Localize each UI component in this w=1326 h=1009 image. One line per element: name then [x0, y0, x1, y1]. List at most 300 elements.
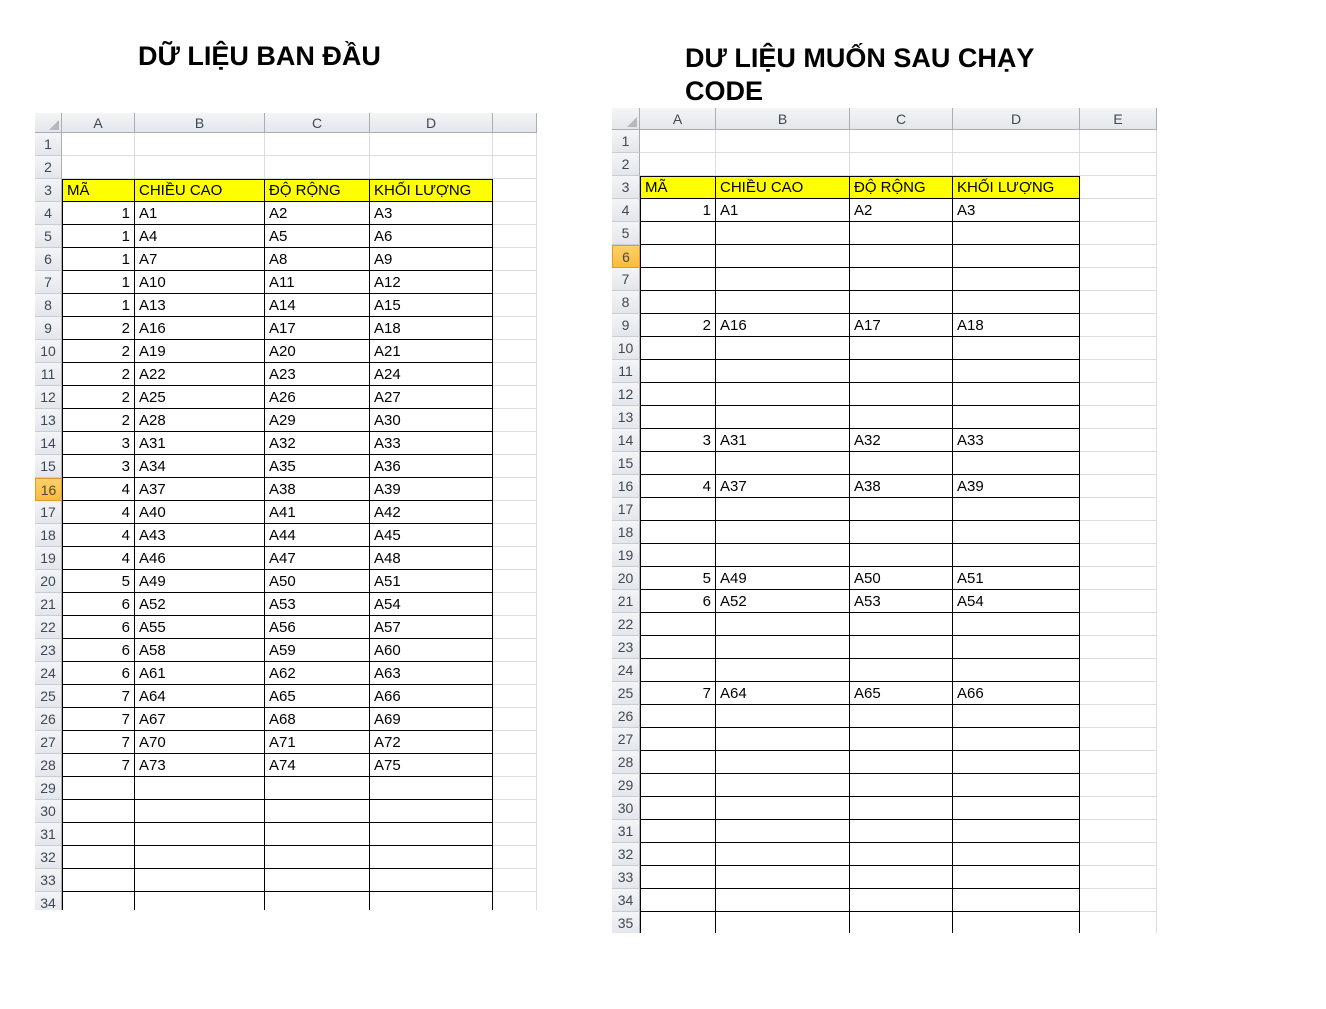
cell-C17[interactable]: A41: [265, 501, 370, 524]
cell-B26[interactable]: [716, 705, 850, 728]
cell-A8[interactable]: 1: [62, 294, 135, 317]
row-header-24[interactable]: 24: [612, 659, 640, 682]
cell-E33[interactable]: [1080, 866, 1157, 889]
row-header-31[interactable]: 31: [612, 820, 640, 843]
cell-B31[interactable]: [716, 820, 850, 843]
cell-E35[interactable]: [1080, 912, 1157, 933]
cell-C30[interactable]: [850, 797, 953, 820]
cell-C9[interactable]: A17: [265, 317, 370, 340]
cell-A35[interactable]: [640, 912, 716, 933]
cell-D28[interactable]: [953, 751, 1080, 774]
row-header-21[interactable]: 21: [35, 593, 62, 616]
cell-B20[interactable]: A49: [135, 570, 265, 593]
row-header-6[interactable]: 6: [35, 248, 62, 271]
column-header-B[interactable]: B: [716, 108, 850, 130]
cell-A26[interactable]: [640, 705, 716, 728]
cell-D3[interactable]: KHỐI LƯỢNG: [953, 176, 1080, 199]
cell-C18[interactable]: [850, 521, 953, 544]
cell-A17[interactable]: 4: [62, 501, 135, 524]
cell-A20[interactable]: 5: [640, 567, 716, 590]
cell-D9[interactable]: A18: [953, 314, 1080, 337]
cell-B15[interactable]: A34: [135, 455, 265, 478]
cell-A15[interactable]: 3: [62, 455, 135, 478]
cell-D22[interactable]: [953, 613, 1080, 636]
cell-D21[interactable]: A54: [370, 593, 493, 616]
cell-D31[interactable]: [953, 820, 1080, 843]
cell-A13[interactable]: [640, 406, 716, 429]
cell-D5[interactable]: [953, 222, 1080, 245]
row-header-27[interactable]: 27: [35, 731, 62, 754]
cell-C14[interactable]: A32: [850, 429, 953, 452]
cell-B4[interactable]: A1: [716, 199, 850, 222]
cell-D35[interactable]: [953, 912, 1080, 933]
cell-D13[interactable]: A30: [370, 409, 493, 432]
row-header-3[interactable]: 3: [612, 176, 640, 199]
row-header-33[interactable]: 33: [612, 866, 640, 889]
cell-C29[interactable]: [850, 774, 953, 797]
cell-D12[interactable]: [953, 383, 1080, 406]
cell-D26[interactable]: A69: [370, 708, 493, 731]
row-header-22[interactable]: 22: [612, 613, 640, 636]
row-header-10[interactable]: 10: [35, 340, 62, 363]
cell-C23[interactable]: A59: [265, 639, 370, 662]
cell-C8[interactable]: [850, 291, 953, 314]
cell-C17[interactable]: [850, 498, 953, 521]
cell-B23[interactable]: [716, 636, 850, 659]
cell-B4[interactable]: A1: [135, 202, 265, 225]
cell-C9[interactable]: A17: [850, 314, 953, 337]
cell-C22[interactable]: [850, 613, 953, 636]
cell-D9[interactable]: A18: [370, 317, 493, 340]
cell-D24[interactable]: A63: [370, 662, 493, 685]
cell-B6[interactable]: [716, 245, 850, 268]
row-header-28[interactable]: 28: [612, 751, 640, 774]
row-header-26[interactable]: 26: [35, 708, 62, 731]
row-header-34[interactable]: 34: [35, 892, 62, 910]
cell-B25[interactable]: A64: [135, 685, 265, 708]
column-header-C[interactable]: C: [850, 108, 953, 130]
cell-B6[interactable]: A7: [135, 248, 265, 271]
row-header-15[interactable]: 15: [612, 452, 640, 475]
cell-partial-34[interactable]: [493, 892, 537, 910]
cell-D15[interactable]: A36: [370, 455, 493, 478]
cell-C12[interactable]: A26: [265, 386, 370, 409]
cell-A22[interactable]: 6: [62, 616, 135, 639]
cell-partial-5[interactable]: [493, 225, 537, 248]
cell-A34[interactable]: [640, 889, 716, 912]
cell-B18[interactable]: A43: [135, 524, 265, 547]
cell-B2[interactable]: [716, 153, 850, 176]
cell-B10[interactable]: [716, 337, 850, 360]
cell-E3[interactable]: [1080, 176, 1157, 199]
cell-E26[interactable]: [1080, 705, 1157, 728]
row-header-3[interactable]: 3: [35, 179, 62, 202]
cell-C23[interactable]: [850, 636, 953, 659]
cell-B34[interactable]: [135, 892, 265, 910]
cell-A3[interactable]: MÃ: [62, 179, 135, 202]
cell-A33[interactable]: [640, 866, 716, 889]
cell-C20[interactable]: A50: [265, 570, 370, 593]
row-header-23[interactable]: 23: [35, 639, 62, 662]
cell-C21[interactable]: A53: [265, 593, 370, 616]
cell-E14[interactable]: [1080, 429, 1157, 452]
cell-A19[interactable]: [640, 544, 716, 567]
cell-C13[interactable]: A29: [265, 409, 370, 432]
row-header-22[interactable]: 22: [35, 616, 62, 639]
cell-D7[interactable]: [953, 268, 1080, 291]
row-header-11[interactable]: 11: [612, 360, 640, 383]
cell-C34[interactable]: [850, 889, 953, 912]
row-header-9[interactable]: 9: [612, 314, 640, 337]
cell-D11[interactable]: A24: [370, 363, 493, 386]
cell-partial-33[interactable]: [493, 869, 537, 892]
cell-B26[interactable]: A67: [135, 708, 265, 731]
cell-C13[interactable]: [850, 406, 953, 429]
row-header-1[interactable]: 1: [612, 130, 640, 153]
cell-A21[interactable]: 6: [62, 593, 135, 616]
cell-partial-8[interactable]: [493, 294, 537, 317]
cell-D22[interactable]: A57: [370, 616, 493, 639]
cell-A31[interactable]: [62, 823, 135, 846]
row-header-14[interactable]: 14: [35, 432, 62, 455]
cell-C33[interactable]: [850, 866, 953, 889]
row-header-18[interactable]: 18: [35, 524, 62, 547]
cell-E20[interactable]: [1080, 567, 1157, 590]
cell-C34[interactable]: [265, 892, 370, 910]
cell-B3[interactable]: CHIỀU CAO: [135, 179, 265, 202]
cell-D10[interactable]: A21: [370, 340, 493, 363]
cell-B25[interactable]: A64: [716, 682, 850, 705]
cell-C15[interactable]: [850, 452, 953, 475]
cell-E29[interactable]: [1080, 774, 1157, 797]
row-header-16[interactable]: 16: [35, 478, 62, 501]
cell-A4[interactable]: 1: [640, 199, 716, 222]
cell-D1[interactable]: [370, 133, 493, 156]
cell-A23[interactable]: [640, 636, 716, 659]
cell-A30[interactable]: [62, 800, 135, 823]
cell-E27[interactable]: [1080, 728, 1157, 751]
row-header-29[interactable]: 29: [35, 777, 62, 800]
cell-C32[interactable]: [850, 843, 953, 866]
row-header-29[interactable]: 29: [612, 774, 640, 797]
row-header-19[interactable]: 19: [35, 547, 62, 570]
cell-C28[interactable]: A74: [265, 754, 370, 777]
cell-D4[interactable]: A3: [370, 202, 493, 225]
row-header-26[interactable]: 26: [612, 705, 640, 728]
cell-A6[interactable]: 1: [62, 248, 135, 271]
cell-D2[interactable]: [953, 153, 1080, 176]
cell-A28[interactable]: 7: [62, 754, 135, 777]
cell-D10[interactable]: [953, 337, 1080, 360]
cell-C21[interactable]: A53: [850, 590, 953, 613]
cell-E28[interactable]: [1080, 751, 1157, 774]
cell-D12[interactable]: A27: [370, 386, 493, 409]
cell-B7[interactable]: [716, 268, 850, 291]
row-header-17[interactable]: 17: [35, 501, 62, 524]
cell-E17[interactable]: [1080, 498, 1157, 521]
cell-B9[interactable]: A16: [716, 314, 850, 337]
cell-partial-4[interactable]: [493, 202, 537, 225]
cell-A8[interactable]: [640, 291, 716, 314]
cell-C28[interactable]: [850, 751, 953, 774]
cell-D15[interactable]: [953, 452, 1080, 475]
cell-partial-32[interactable]: [493, 846, 537, 869]
cell-C25[interactable]: A65: [265, 685, 370, 708]
cell-partial-7[interactable]: [493, 271, 537, 294]
cell-B11[interactable]: [716, 360, 850, 383]
cell-E12[interactable]: [1080, 383, 1157, 406]
cell-C35[interactable]: [850, 912, 953, 933]
cell-partial-21[interactable]: [493, 593, 537, 616]
cell-C8[interactable]: A14: [265, 294, 370, 317]
cell-C16[interactable]: A38: [850, 475, 953, 498]
cell-B29[interactable]: [135, 777, 265, 800]
cell-C1[interactable]: [265, 133, 370, 156]
select-all-corner[interactable]: [612, 108, 640, 130]
cell-E34[interactable]: [1080, 889, 1157, 912]
cell-E1[interactable]: [1080, 130, 1157, 153]
cell-B24[interactable]: [716, 659, 850, 682]
cell-A14[interactable]: 3: [62, 432, 135, 455]
cell-C18[interactable]: A44: [265, 524, 370, 547]
row-header-4[interactable]: 4: [612, 199, 640, 222]
row-header-14[interactable]: 14: [612, 429, 640, 452]
column-header-E[interactable]: E: [1080, 108, 1157, 130]
cell-B8[interactable]: [716, 291, 850, 314]
cell-D23[interactable]: A60: [370, 639, 493, 662]
cell-B17[interactable]: A40: [135, 501, 265, 524]
row-header-5[interactable]: 5: [612, 222, 640, 245]
column-header-D[interactable]: D: [370, 113, 493, 133]
cell-D33[interactable]: [953, 866, 1080, 889]
cell-E19[interactable]: [1080, 544, 1157, 567]
cell-E5[interactable]: [1080, 222, 1157, 245]
cell-C5[interactable]: [850, 222, 953, 245]
cell-A33[interactable]: [62, 869, 135, 892]
column-header-C[interactable]: C: [265, 113, 370, 133]
cell-C24[interactable]: [850, 659, 953, 682]
cell-A27[interactable]: 7: [62, 731, 135, 754]
cell-A6[interactable]: [640, 245, 716, 268]
cell-E30[interactable]: [1080, 797, 1157, 820]
row-header-24[interactable]: 24: [35, 662, 62, 685]
cell-partial-3[interactable]: [493, 179, 537, 202]
cell-C11[interactable]: [850, 360, 953, 383]
cell-D19[interactable]: A48: [370, 547, 493, 570]
cell-partial-25[interactable]: [493, 685, 537, 708]
cell-E22[interactable]: [1080, 613, 1157, 636]
cell-B20[interactable]: A49: [716, 567, 850, 590]
cell-B8[interactable]: A13: [135, 294, 265, 317]
cell-B30[interactable]: [135, 800, 265, 823]
cell-B18[interactable]: [716, 521, 850, 544]
row-header-7[interactable]: 7: [35, 271, 62, 294]
cell-B19[interactable]: [716, 544, 850, 567]
cell-A7[interactable]: [640, 268, 716, 291]
cell-partial-14[interactable]: [493, 432, 537, 455]
row-header-21[interactable]: 21: [612, 590, 640, 613]
cell-A3[interactable]: MÃ: [640, 176, 716, 199]
cell-B27[interactable]: [716, 728, 850, 751]
row-header-25[interactable]: 25: [35, 685, 62, 708]
cell-A12[interactable]: 2: [62, 386, 135, 409]
cell-B29[interactable]: [716, 774, 850, 797]
cell-B13[interactable]: A28: [135, 409, 265, 432]
row-header-6[interactable]: 6: [612, 245, 640, 268]
cell-E23[interactable]: [1080, 636, 1157, 659]
cell-E10[interactable]: [1080, 337, 1157, 360]
cell-D1[interactable]: [953, 130, 1080, 153]
cell-B22[interactable]: [716, 613, 850, 636]
cell-B16[interactable]: A37: [135, 478, 265, 501]
cell-B32[interactable]: [716, 843, 850, 866]
cell-D11[interactable]: [953, 360, 1080, 383]
cell-C10[interactable]: [850, 337, 953, 360]
cell-partial-1[interactable]: [493, 133, 537, 156]
cell-partial-19[interactable]: [493, 547, 537, 570]
cell-D29[interactable]: [370, 777, 493, 800]
cell-B14[interactable]: A31: [716, 429, 850, 452]
cell-partial-16[interactable]: [493, 478, 537, 501]
cell-B5[interactable]: A4: [135, 225, 265, 248]
row-header-28[interactable]: 28: [35, 754, 62, 777]
cell-C14[interactable]: A32: [265, 432, 370, 455]
cell-E21[interactable]: [1080, 590, 1157, 613]
cell-E7[interactable]: [1080, 268, 1157, 291]
cell-C4[interactable]: A2: [265, 202, 370, 225]
cell-D24[interactable]: [953, 659, 1080, 682]
cell-D32[interactable]: [953, 843, 1080, 866]
cell-D5[interactable]: A6: [370, 225, 493, 248]
cell-E15[interactable]: [1080, 452, 1157, 475]
cell-D27[interactable]: A72: [370, 731, 493, 754]
cell-E4[interactable]: [1080, 199, 1157, 222]
cell-D20[interactable]: A51: [953, 567, 1080, 590]
cell-E24[interactable]: [1080, 659, 1157, 682]
cell-A14[interactable]: 3: [640, 429, 716, 452]
column-header-D[interactable]: D: [953, 108, 1080, 130]
cell-B19[interactable]: A46: [135, 547, 265, 570]
cell-B22[interactable]: A55: [135, 616, 265, 639]
cell-B5[interactable]: [716, 222, 850, 245]
cell-C24[interactable]: A62: [265, 662, 370, 685]
cell-E16[interactable]: [1080, 475, 1157, 498]
cell-B9[interactable]: A16: [135, 317, 265, 340]
row-header-30[interactable]: 30: [612, 797, 640, 820]
cell-C1[interactable]: [850, 130, 953, 153]
row-header-17[interactable]: 17: [612, 498, 640, 521]
row-header-4[interactable]: 4: [35, 202, 62, 225]
cell-D6[interactable]: A9: [370, 248, 493, 271]
cell-A19[interactable]: 4: [62, 547, 135, 570]
cell-C26[interactable]: A68: [265, 708, 370, 731]
cell-A2[interactable]: [640, 153, 716, 176]
cell-C30[interactable]: [265, 800, 370, 823]
cell-E25[interactable]: [1080, 682, 1157, 705]
cell-B31[interactable]: [135, 823, 265, 846]
cell-B34[interactable]: [716, 889, 850, 912]
cell-A27[interactable]: [640, 728, 716, 751]
cell-A23[interactable]: 6: [62, 639, 135, 662]
cell-B3[interactable]: CHIỀU CAO: [716, 176, 850, 199]
row-header-10[interactable]: 10: [612, 337, 640, 360]
cell-D16[interactable]: A39: [953, 475, 1080, 498]
row-header-32[interactable]: 32: [612, 843, 640, 866]
cell-partial-12[interactable]: [493, 386, 537, 409]
cell-C19[interactable]: A47: [265, 547, 370, 570]
cell-A16[interactable]: 4: [640, 475, 716, 498]
row-header-2[interactable]: 2: [612, 153, 640, 176]
cell-C16[interactable]: A38: [265, 478, 370, 501]
cell-A13[interactable]: 2: [62, 409, 135, 432]
cell-B27[interactable]: A70: [135, 731, 265, 754]
cell-E8[interactable]: [1080, 291, 1157, 314]
row-header-34[interactable]: 34: [612, 889, 640, 912]
cell-C20[interactable]: A50: [850, 567, 953, 590]
cell-D25[interactable]: A66: [370, 685, 493, 708]
cell-B30[interactable]: [716, 797, 850, 820]
cell-E18[interactable]: [1080, 521, 1157, 544]
cell-B1[interactable]: [135, 133, 265, 156]
cell-A34[interactable]: [62, 892, 135, 910]
cell-partial-17[interactable]: [493, 501, 537, 524]
cell-C25[interactable]: A65: [850, 682, 953, 705]
row-header-1[interactable]: 1: [35, 133, 62, 156]
cell-C29[interactable]: [265, 777, 370, 800]
cell-D8[interactable]: [953, 291, 1080, 314]
cell-C7[interactable]: A11: [265, 271, 370, 294]
cell-A17[interactable]: [640, 498, 716, 521]
cell-D23[interactable]: [953, 636, 1080, 659]
row-header-35[interactable]: 35: [612, 912, 640, 933]
cell-C12[interactable]: [850, 383, 953, 406]
cell-C3[interactable]: ĐỘ RỘNG: [265, 179, 370, 202]
cell-D14[interactable]: A33: [370, 432, 493, 455]
column-header-A[interactable]: A: [640, 108, 716, 130]
cell-A7[interactable]: 1: [62, 271, 135, 294]
cell-B33[interactable]: [135, 869, 265, 892]
cell-B16[interactable]: A37: [716, 475, 850, 498]
cell-B21[interactable]: A52: [716, 590, 850, 613]
cell-A5[interactable]: [640, 222, 716, 245]
cell-partial-11[interactable]: [493, 363, 537, 386]
row-header-12[interactable]: 12: [612, 383, 640, 406]
cell-C5[interactable]: A5: [265, 225, 370, 248]
cell-D30[interactable]: [370, 800, 493, 823]
cell-B21[interactable]: A52: [135, 593, 265, 616]
row-header-23[interactable]: 23: [612, 636, 640, 659]
cell-A25[interactable]: 7: [640, 682, 716, 705]
cell-A9[interactable]: 2: [62, 317, 135, 340]
cell-partial-18[interactable]: [493, 524, 537, 547]
cell-partial-30[interactable]: [493, 800, 537, 823]
cell-A5[interactable]: 1: [62, 225, 135, 248]
cell-E2[interactable]: [1080, 153, 1157, 176]
row-header-31[interactable]: 31: [35, 823, 62, 846]
cell-D34[interactable]: [953, 889, 1080, 912]
cell-D2[interactable]: [370, 156, 493, 179]
cell-E13[interactable]: [1080, 406, 1157, 429]
cell-D20[interactable]: A51: [370, 570, 493, 593]
row-header-32[interactable]: 32: [35, 846, 62, 869]
cell-A20[interactable]: 5: [62, 570, 135, 593]
cell-A2[interactable]: [62, 156, 135, 179]
cell-A22[interactable]: [640, 613, 716, 636]
cell-A31[interactable]: [640, 820, 716, 843]
cell-partial-10[interactable]: [493, 340, 537, 363]
cell-A18[interactable]: 4: [62, 524, 135, 547]
cell-partial-24[interactable]: [493, 662, 537, 685]
